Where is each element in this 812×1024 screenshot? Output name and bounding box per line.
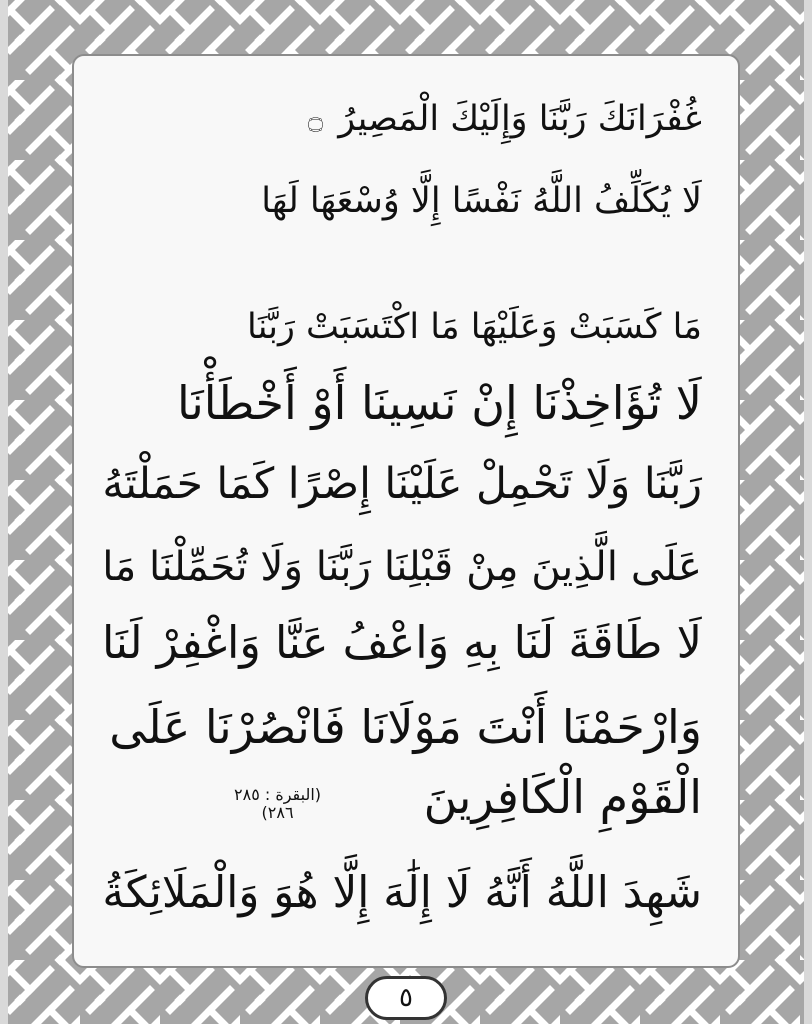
surah-reference-name: (البقرة : ٢٨٥ — [234, 785, 322, 804]
surah-reference — [234, 786, 321, 823]
page-number: ٥ — [399, 983, 413, 1013]
verse-line-10: شَهِدَ اللَّهُ أَنَّهُ لَا إِلَٰهَ إِلَّا هُوَ وَالْمَلَائِكَةُ — [102, 868, 702, 918]
verse-line-4: لَا تُؤَاخِذْنَا إِنْ نَسِينَا أَوْ أَخْطَأْنَا — [176, 376, 702, 430]
verse-line-3: مَا كَسَبَتْ وَعَلَيْهَا مَا اكْتَسَبَتْ رَبَّنَا — [247, 307, 702, 347]
verse-line-9: الْقَوْمِ الْكَافِرِينَ — [423, 770, 702, 824]
verse-line-7: لَا طَاقَةَ لَنَا بِهِ وَاعْفُ عَنَّا وَاغْفِرْ لَنَا — [101, 618, 702, 669]
verse-line-6: عَلَى الَّذِينَ مِنْ قَبْلِنَا رَبَّنَا وَلَا تُحَمِّلْنَا مَا — [102, 542, 702, 590]
surah-reference-ayah: ٢٨٦) — [261, 803, 294, 823]
text-panel — [72, 54, 740, 968]
verse-line-2: لَا يُكَلِّفُ اللَّهُ نَفْسًا إِلَّا وُسْعَهَا لَهَا — [261, 181, 702, 221]
verse-line-1-text: غُفْرَانَكَ رَبَّنَا وَإِلَيْكَ الْمَصِيرُ — [338, 99, 702, 139]
verse-line-1 — [307, 99, 702, 139]
verse-line-5: رَبَّنَا وَلَا تَحْمِلْ عَلَيْنَا إِصْرًا كَمَا حَمَلْتَهُ — [102, 460, 702, 509]
page-number-badge — [365, 976, 447, 1020]
ayah-end-marker-icon: ۝ — [307, 105, 324, 135]
verse-line-8: وَارْحَمْنَا أَنْتَ مَوْلَانَا فَانْصُرْنَا عَلَى — [109, 700, 702, 754]
